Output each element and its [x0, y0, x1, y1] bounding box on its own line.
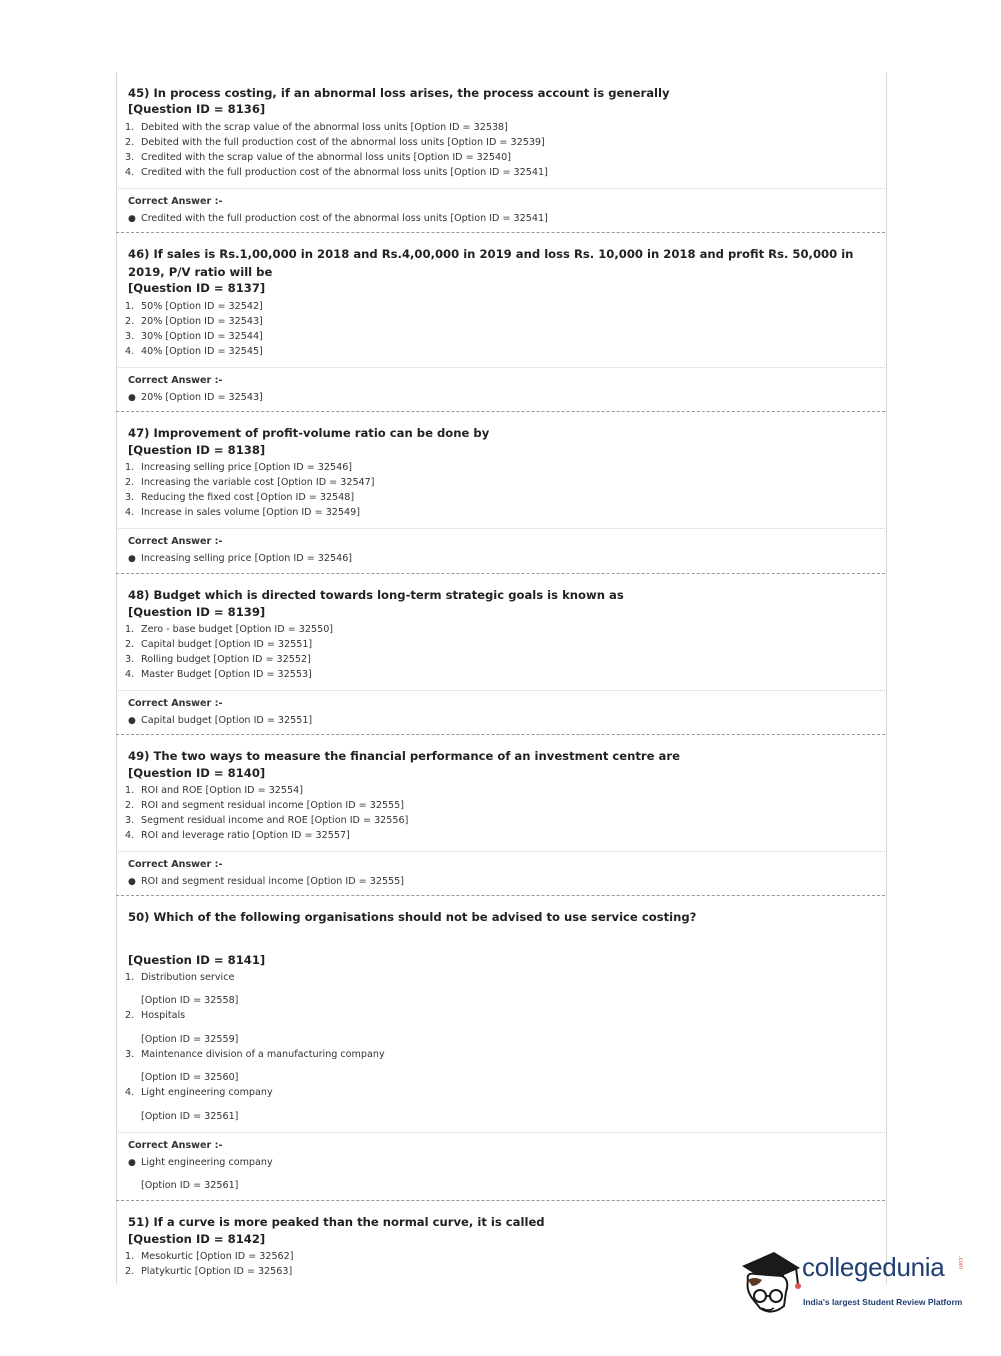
option-item: 2. Increasing the variable cost [Option ID = 32547]: [125, 477, 375, 488]
bullet-icon: ●: [128, 393, 136, 403]
question-title: 45) In process costing, if an abnormal loss arises, the process account is generally: [128, 86, 670, 100]
question-title: 51) If a curve is more peaked than the normal curve, it is called: [128, 1215, 545, 1229]
question-title: 46) If sales is Rs.1,00,000 in 2018 and Rs.4,00,000 in 2019 and loss Rs. 10,000 in 2018 and profit Rs. 50,000 in 2019, P/V ratio will be: [128, 247, 854, 279]
correct-answer-label: Correct Answer :-: [128, 1140, 223, 1151]
option-item: 4. ROI and leverage ratio [Option ID = 32557]: [125, 830, 350, 841]
question-id: [Question ID = 8139]: [128, 605, 266, 619]
answer-divider: [116, 188, 885, 189]
question-title: 49) The two ways to measure the financial performance of an investment centre are: [128, 749, 680, 763]
bullet-icon: ●: [128, 214, 136, 224]
option-item: 2. Debited with the full production cost of the abnormal loss units [Option ID = 32539]: [125, 137, 545, 148]
question-id: [Question ID = 8141]: [128, 953, 266, 967]
question-id: [Question ID = 8137]: [128, 281, 266, 295]
correct-answer-label: Correct Answer :-: [128, 375, 223, 386]
correct-answer-label: Correct Answer :-: [128, 536, 223, 547]
option-id-line: [Option ID = 32559]: [141, 1034, 239, 1045]
question-divider: [116, 411, 885, 412]
answer-divider: [116, 528, 885, 529]
question-divider: [116, 895, 885, 896]
option-item: 1. 50% [Option ID = 32542]: [125, 301, 263, 312]
option-item: 1. ROI and ROE [Option ID = 32554]: [125, 785, 303, 796]
question-divider: [116, 1200, 885, 1201]
option-item: 4. Master Budget [Option ID = 32553]: [125, 669, 312, 680]
option-id-line: [Option ID = 32560]: [141, 1072, 239, 1083]
option-item: 1. Increasing selling price [Option ID = 32546]: [125, 462, 353, 473]
option-item: 3. Reducing the fixed cost [Option ID = 32548]: [125, 492, 355, 503]
option-item: 2. Capital budget [Option ID = 32551]: [125, 639, 313, 650]
option-item: 2. Hospitals: [125, 1010, 186, 1021]
question-id: [Question ID = 8138]: [128, 443, 266, 457]
correct-answer-value: ● Light engineering company: [128, 1157, 273, 1168]
logo-suffix: .com: [957, 1256, 963, 1270]
collegedunia-logo[interactable]: [738, 1246, 970, 1326]
option-item: 4. Increase in sales volume [Option ID = 32549]: [125, 507, 360, 518]
logo-tagline: India's largest Student Review Platform: [803, 1297, 963, 1307]
option-item: 4. 40% [Option ID = 32545]: [125, 346, 263, 357]
option-item: 1. Mesokurtic [Option ID = 32562]: [125, 1251, 294, 1262]
answer-divider: [116, 367, 885, 368]
question-title: 48) Budget which is directed towards long-term strategic goals is known as: [128, 588, 624, 602]
option-item: 1. Zero - base budget [Option ID = 32550]: [125, 624, 334, 635]
option-item: 3. Maintenance division of a manufacturing company: [125, 1049, 385, 1060]
answer-divider: [116, 690, 885, 691]
correct-answer-value: ● Credited with the full production cost of the abnormal loss units [Option ID = 32541]: [128, 213, 548, 224]
option-item: 1. Distribution service: [125, 972, 235, 983]
correct-answer-value: ● Capital budget [Option ID = 32551]: [128, 715, 313, 726]
question-id: [Question ID = 8140]: [128, 766, 266, 780]
question-id: [Question ID = 8136]: [128, 102, 266, 116]
option-item: 4. Credited with the full production cost of the abnormal loss units [Option ID = 32541]: [125, 167, 548, 178]
logo-wordmark: collegedunia: [802, 1252, 945, 1282]
option-item: 2. ROI and segment residual income [Option ID = 32555]: [125, 800, 405, 811]
option-item: 2. Platykurtic [Option ID = 32563]: [125, 1266, 293, 1277]
bullet-icon: ●: [128, 554, 136, 564]
question-title: 47) Improvement of profit-volume ratio can be done by: [128, 426, 490, 440]
option-item: 1. Debited with the scrap value of the abnormal loss units [Option ID = 32538]: [125, 122, 508, 133]
option-id-line: [Option ID = 32561]: [141, 1111, 239, 1122]
option-item: 4. Light engineering company: [125, 1087, 273, 1098]
option-id-line: [Option ID = 32561]: [141, 1180, 239, 1191]
option-item: 3. 30% [Option ID = 32544]: [125, 331, 263, 342]
question-divider: [116, 734, 885, 735]
correct-answer-label: Correct Answer :-: [128, 196, 223, 207]
correct-answer-value: ● 20% [Option ID = 32543]: [128, 392, 263, 403]
bullet-icon: ●: [128, 1158, 136, 1168]
correct-answer-label: Correct Answer :-: [128, 698, 223, 709]
bullet-icon: ●: [128, 716, 136, 726]
option-id-line: [Option ID = 32558]: [141, 995, 239, 1006]
question-title: 50) Which of the following organisations should not be advised to use service costing?: [128, 910, 697, 924]
correct-answer-value: ● ROI and segment residual income [Option ID = 32555]: [128, 876, 405, 887]
option-item: 3. Segment residual income and ROE [Option ID = 32556]: [125, 815, 409, 826]
option-item: 3. Credited with the scrap value of the abnormal loss units [Option ID = 32540]: [125, 152, 511, 163]
mascot-icon: [738, 1246, 802, 1318]
option-item: 2. 20% [Option ID = 32543]: [125, 316, 263, 327]
correct-answer-value: ● Increasing selling price [Option ID = 32546]: [128, 553, 353, 564]
answer-divider: [116, 851, 885, 852]
question-divider: [116, 573, 885, 574]
correct-answer-label: Correct Answer :-: [128, 859, 223, 870]
answer-divider: [116, 1132, 885, 1133]
bullet-icon: ●: [128, 877, 136, 887]
option-item: 3. Rolling budget [Option ID = 32552]: [125, 654, 311, 665]
question-divider: [116, 232, 885, 233]
question-id: [Question ID = 8142]: [128, 1232, 266, 1246]
